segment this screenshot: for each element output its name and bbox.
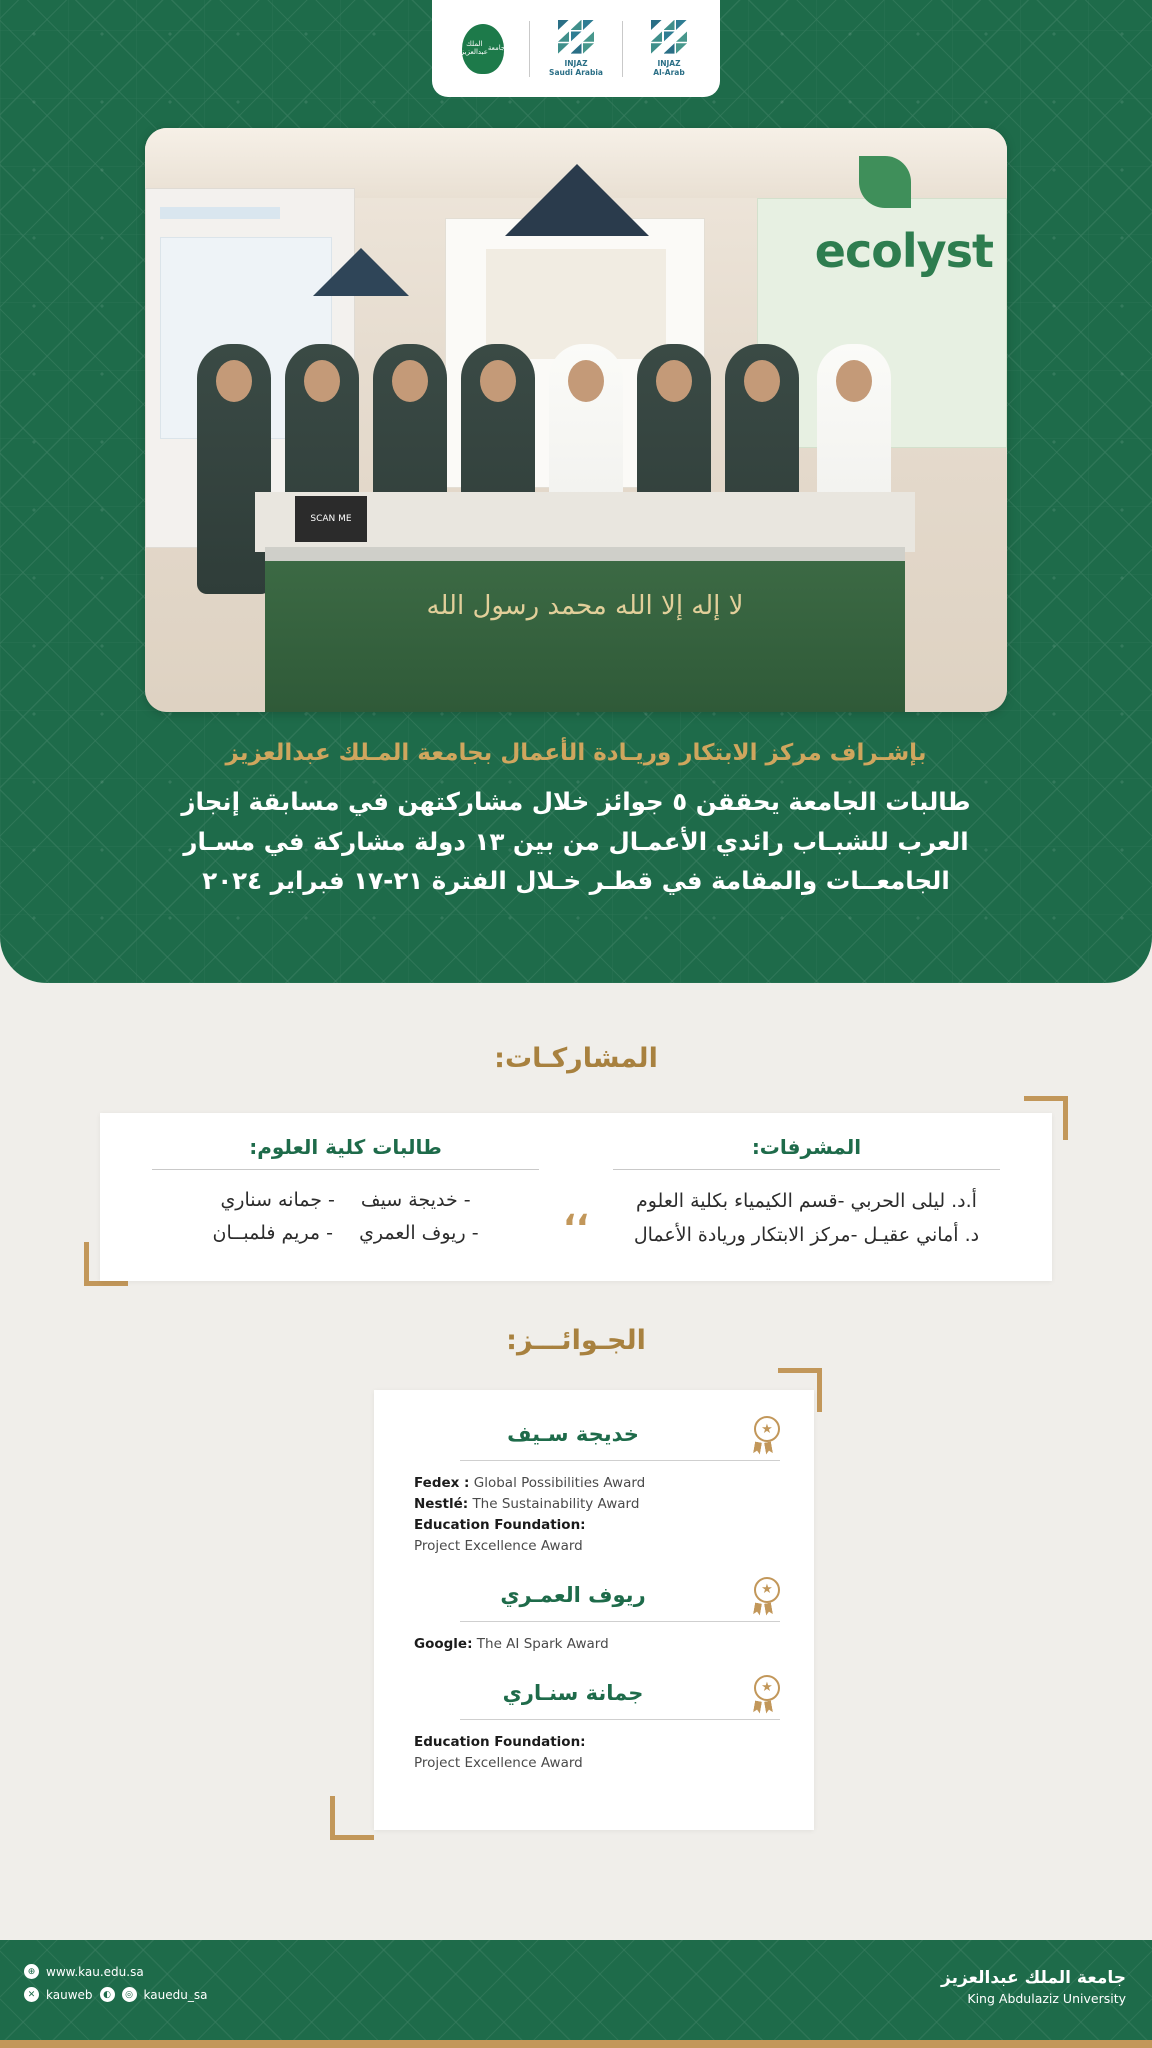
winner-name: ريوف العمـري: [500, 1582, 646, 1607]
quote-mark-icon: ،،: [563, 1193, 589, 1234]
award-title: Project Excellence Award: [414, 1754, 583, 1771]
students-row-1: [148, 1184, 543, 1217]
logo-divider-1: [622, 21, 623, 77]
footer-social-row[interactable]: [24, 1987, 207, 2002]
logo-injaz-saudi-caption: [549, 59, 603, 78]
award-winner-block: [408, 1675, 780, 1774]
award-item: [408, 1634, 780, 1655]
student-name-4: - مريم فلمبــان: [212, 1222, 334, 1245]
award-winner-block: [408, 1416, 780, 1557]
award-title: Project Excellence Award: [414, 1537, 583, 1554]
logo-injaz-saudi-line2: Saudi Arabia: [549, 68, 603, 77]
table-banner-text: لا إله إلا الله محمد رسول الله: [426, 591, 744, 621]
injaz-triangles-icon: [651, 20, 687, 54]
kau-seal-icon: [462, 24, 504, 74]
award-sponsor: Nestlé:: [414, 1495, 469, 1512]
footer-university-name-ar: جامعة الملك عبدالعزيز: [941, 1968, 1126, 1988]
supervisor-line-1: أ.د. ليلى الحربي -قسم الكيمياء بكلية العلوم: [635, 1190, 977, 1212]
snapchat-icon: ◐: [100, 1987, 115, 2002]
award-winner-block: [408, 1577, 780, 1655]
x-twitter-icon: ✕: [24, 1987, 39, 2002]
scan-me-sign: SCAN ME: [295, 496, 367, 542]
winner-header: [408, 1675, 780, 1711]
supervisors-heading: المشرفات:: [751, 1135, 862, 1159]
supervisors-column: [595, 1135, 1018, 1252]
event-photo: [145, 128, 1007, 712]
logo-injaz-alarab-line2: Al-Arab: [653, 68, 685, 77]
logo-card: [432, 0, 720, 97]
hero-body-line-3: الجامعــات والمقامة في قطـر خـلال الفترة ٢١-١٧ فبراير ٢٠٢٤: [202, 866, 950, 896]
booth-brand-text: ecolyst: [814, 224, 993, 278]
students-row-2: [148, 1217, 543, 1250]
winner-divider: [460, 1621, 780, 1622]
logo-injaz-saudi-line1: INJAZ: [564, 58, 588, 68]
students-heading: طالبات كلية العلوم:: [249, 1135, 442, 1159]
winner-divider: [460, 1460, 780, 1461]
student-name-2: - جمانه سناري: [220, 1189, 335, 1211]
footer: [0, 1940, 1152, 2048]
footer-website: www.kau.edu.sa: [46, 1964, 144, 1979]
logo-injaz-alarab-caption: [653, 59, 684, 78]
logo-kau: [437, 24, 529, 74]
award-item: [408, 1515, 780, 1557]
globe-icon: ⊕: [24, 1964, 39, 1979]
footer-university-name-en: King Abdulaziz University: [967, 1991, 1126, 2006]
students-column: [134, 1135, 557, 1251]
award-item: [408, 1494, 780, 1515]
logo-injaz-alarab-line1: INJAZ: [657, 58, 681, 68]
hero-body: [120, 782, 1032, 901]
award-title: The Sustainability Award: [472, 1495, 640, 1512]
hero-text-block: [0, 740, 1152, 901]
participants-card: [100, 1113, 1052, 1281]
footer-social-other: kauedu_sa: [143, 1987, 208, 2002]
students-divider: [152, 1169, 539, 1170]
award-sponsor: Google:: [414, 1635, 473, 1652]
hero-body-line-2: العرب للشبـاب رائدي الأعمـال من بين ١٣ دولة مشاركة في مسـار: [183, 826, 969, 856]
footer-university: [941, 1968, 1126, 2006]
award-rosette-icon: ★: [750, 1577, 780, 1613]
participants-section-title: المشاركـات:: [494, 1043, 658, 1074]
bracket-corner-bottom-left-icon: [330, 1796, 374, 1840]
hero-kicker: بإشـراف مركز الابتكار وريـادة الأعمال بجامعة المـلك عبدالعزيز: [225, 740, 927, 766]
student-name-3: - ريوف العمري: [359, 1222, 479, 1245]
kau-seal-line2: الملك عبدالعزيز: [460, 39, 488, 56]
footer-social-x: kauweb: [46, 1987, 93, 2002]
award-sponsor: Education Foundation:: [414, 1733, 586, 1750]
award-item: [408, 1732, 780, 1774]
supervisor-line-2: د. أماني عقيـل -مركز الابتكار وريادة الأعمال: [633, 1224, 980, 1247]
awards-card: [374, 1390, 814, 1830]
award-sponsor: Education Foundation:: [414, 1516, 586, 1533]
hero-panel: [0, 0, 1152, 983]
student-name-1: - خديجة سيف: [360, 1189, 471, 1211]
winner-header: [408, 1416, 780, 1452]
event-photo-illustration: [145, 128, 1007, 712]
hero-body-line-1: طالبات الجامعة يحققن ٥ جوائز خلال مشاركتهن في مسابقة إنجاز: [181, 787, 971, 816]
award-rosette-icon: ★: [750, 1416, 780, 1452]
winner-name: جمانة سنـاري: [502, 1680, 644, 1705]
footer-website-row[interactable]: [24, 1964, 207, 1979]
award-rosette-icon: ★: [750, 1675, 780, 1711]
winner-divider: [460, 1719, 780, 1720]
awards-section-title: الجـوائـــز:: [506, 1325, 646, 1356]
winner-name: خديجة سـيف: [507, 1422, 639, 1446]
winner-header: [408, 1577, 780, 1613]
injaz-triangles-icon: [558, 20, 594, 54]
logo-divider-2: [529, 21, 530, 77]
award-title: The AI Spark Award: [476, 1635, 609, 1652]
logo-injaz-saudi: [530, 20, 622, 78]
logo-injaz-alarab: [623, 20, 715, 78]
instagram-icon: ◎: [122, 1987, 137, 2002]
award-title: Global Possibilities Award: [473, 1475, 646, 1491]
footer-gold-bar: [0, 2040, 1152, 2048]
supervisors-divider: [613, 1169, 1000, 1170]
award-sponsor: Fedex :: [414, 1475, 470, 1491]
footer-contact: [24, 1964, 207, 2010]
award-item: [408, 1473, 780, 1494]
kau-seal-line1: جامعة: [487, 43, 506, 52]
